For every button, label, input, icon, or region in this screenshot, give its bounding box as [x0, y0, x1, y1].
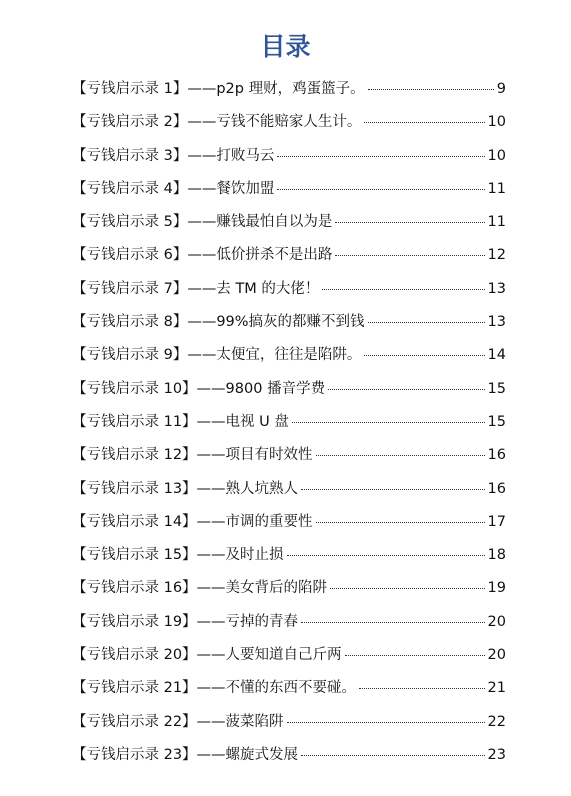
toc-entry-page: 20: [487, 647, 506, 664]
toc-entry-page: 16: [487, 480, 506, 497]
dot-leader: [301, 755, 484, 756]
toc-entry-page: 10: [487, 147, 506, 164]
toc-entry-label: 【亏钱启示录 1】——p2p 理财，鸡蛋篮子。: [72, 81, 365, 97]
toc-entry-label: 【亏钱启示录 3】——打败马云: [72, 147, 275, 164]
toc-entry-label: 【亏钱启示录 21】——不懂的东西不要碰。: [72, 680, 357, 697]
dot-leader: [335, 222, 484, 223]
dot-leader: [301, 622, 484, 623]
toc-entry[interactable]: [72, 578, 506, 611]
toc-entry[interactable]: [72, 512, 506, 545]
toc-entry-page: 16: [487, 447, 506, 464]
dot-leader: [316, 455, 485, 456]
dot-leader: [330, 588, 484, 589]
toc-entry-label: 【亏钱启示录 20】——人要知道自己斤两: [72, 647, 342, 664]
toc-entry[interactable]: [72, 545, 506, 578]
dot-leader: [287, 555, 485, 556]
dot-leader: [301, 489, 484, 490]
toc-entry[interactable]: [72, 112, 506, 145]
toc-entry-page: 23: [487, 746, 506, 763]
dot-leader: [368, 89, 494, 90]
toc-entry-page: 15: [487, 413, 506, 430]
toc-entry[interactable]: [72, 312, 506, 345]
toc-entry-label: 【亏钱启示录 14】——市调的重要性: [72, 513, 313, 530]
toc-entry-page: 15: [487, 380, 506, 397]
toc-entry[interactable]: [72, 612, 506, 645]
toc-entry-label: 【亏钱启示录 5】——赚钱最怕自以为是: [72, 214, 333, 231]
toc-entry[interactable]: [72, 245, 506, 278]
toc-entry[interactable]: [72, 678, 506, 711]
toc-entry-page: 10: [487, 114, 506, 131]
toc-entry[interactable]: [72, 745, 506, 778]
dot-leader: [364, 355, 484, 356]
toc-entry-page: 11: [487, 180, 506, 197]
toc-entry-page: 13: [487, 280, 506, 297]
toc-entry-page: 18: [487, 547, 506, 564]
toc-entry-page: 13: [487, 314, 506, 331]
dot-leader: [316, 522, 485, 523]
toc-entry-label: 【亏钱启示录 2】——亏钱不能赔家人生计。: [72, 114, 362, 131]
toc-entry[interactable]: [72, 645, 506, 678]
toc-entry[interactable]: [72, 412, 506, 445]
toc-entry-page: 9: [496, 81, 506, 97]
toc-entry[interactable]: [72, 179, 506, 212]
toc-entry-label: 【亏钱启示录 12】——项目有时效性: [72, 447, 313, 464]
toc-entry-label: 【亏钱启示录 7】——去 TM 的大佬！: [72, 280, 320, 297]
toc-entry-page: 11: [487, 214, 506, 231]
toc-entry-page: 19: [487, 580, 506, 597]
toc-entry[interactable]: [72, 345, 506, 378]
toc-entry-page: 20: [487, 613, 506, 630]
dot-leader: [335, 255, 484, 256]
toc-entry-label: 【亏钱启示录 15】——及时止损: [72, 547, 284, 564]
toc-entry-label: 【亏钱启示录 9】——太便宜，往往是陷阱。: [72, 347, 362, 364]
dot-leader: [364, 122, 484, 123]
toc-entry-label: 【亏钱启示录 4】——餐饮加盟: [72, 180, 275, 197]
dot-leader: [287, 722, 485, 723]
toc-entry[interactable]: [72, 212, 506, 245]
dot-leader: [359, 688, 484, 689]
dot-leader: [345, 655, 485, 656]
toc-entry-label: 【亏钱启示录 10】——9800 播音学费: [72, 380, 326, 397]
page-title: 目录: [260, 32, 311, 61]
toc-entry[interactable]: [72, 379, 506, 412]
toc-entry[interactable]: [72, 479, 506, 512]
dot-leader: [368, 322, 485, 323]
dot-leader: [322, 289, 484, 290]
toc-entry[interactable]: [72, 79, 506, 112]
dot-leader: [277, 156, 484, 157]
toc-entry[interactable]: [72, 279, 506, 312]
toc-entry-page: 22: [487, 713, 506, 730]
dot-leader: [328, 389, 484, 390]
dot-leader: [277, 189, 484, 190]
toc-entry-label: 【亏钱启示录 11】——电视 U 盘: [72, 413, 289, 430]
toc-entry-label: 【亏钱启示录 19】——亏掉的青春: [72, 613, 299, 630]
toc-entry-page: 14: [487, 347, 506, 364]
toc-entry[interactable]: [72, 712, 506, 745]
toc-entry-page: 12: [487, 247, 506, 264]
dot-leader: [292, 422, 485, 423]
toc-entry-label: 【亏钱启示录 23】——螺旋式发展: [72, 746, 299, 763]
toc-entry-page: 21: [487, 680, 506, 697]
toc-entry-label: 【亏钱启示录 6】——低价拼杀不是出路: [72, 247, 333, 264]
toc-entry-label: 【亏钱启示录 8】——99%搞灰的都赚不到钱: [72, 314, 365, 331]
toc-entry-label: 【亏钱启示录 13】——熟人坑熟人: [72, 480, 299, 497]
toc-entry-label: 【亏钱启示录 16】——美女背后的陷阱: [72, 580, 328, 597]
toc-entry[interactable]: [72, 146, 506, 179]
toc-list: [72, 79, 506, 778]
toc-entry-page: 17: [487, 513, 506, 530]
toc-entry[interactable]: [72, 445, 506, 478]
toc-entry-label: 【亏钱启示录 22】——菠菜陷阱: [72, 713, 284, 730]
